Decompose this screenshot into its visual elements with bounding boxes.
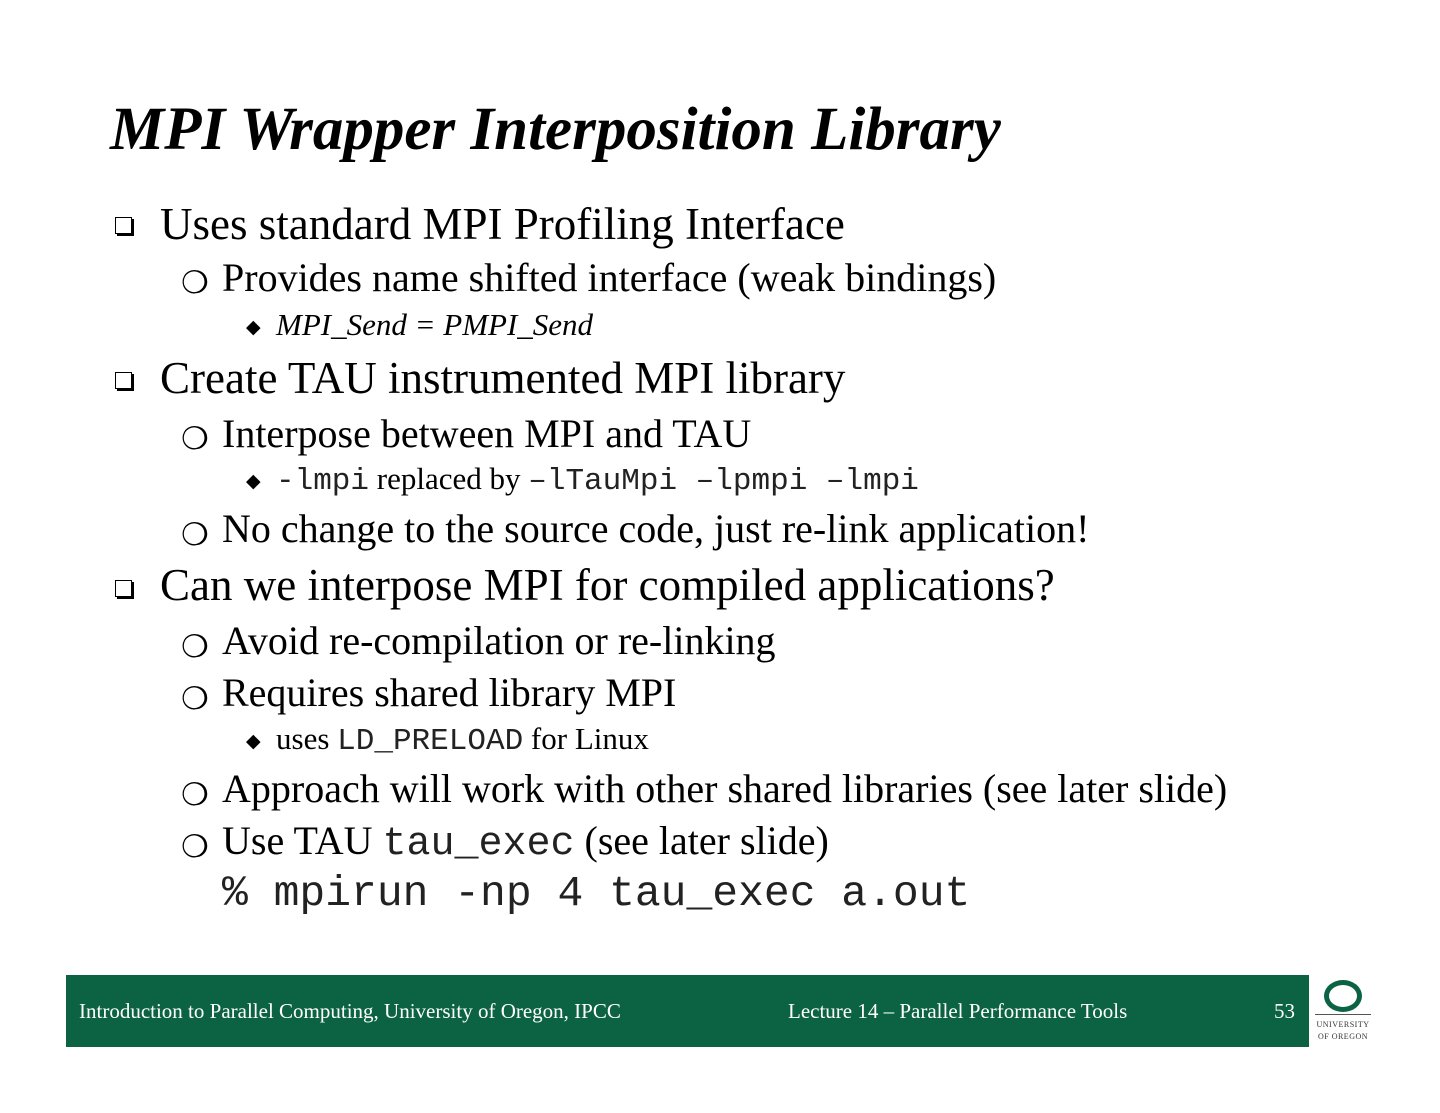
oregon-o-icon [1324, 980, 1362, 1012]
bullet-interpose-compiled: Can we interpose MPI for compiled applications? [160, 560, 1055, 610]
bullet-mpi-send-equals: MPI_Send = PMPI_Send [276, 307, 594, 342]
bullet-requires-shared-mpi: Requires shared library MPI [222, 670, 677, 715]
circle-bullet-icon: ❍ [181, 421, 209, 456]
slide-title: MPI Wrapper Interposition Library [110, 96, 1001, 163]
logo-line-of-oregon: OF OREGON [1317, 1032, 1369, 1041]
logo-divider [1315, 1014, 1371, 1015]
circle-bullet-icon: ❍ [181, 517, 209, 552]
see-later-slide-text: (see later slide) [574, 818, 829, 863]
uses-text: uses [276, 721, 338, 756]
logo-line-university: UNIVERSITY [1316, 1020, 1370, 1029]
bullet-other-shared-libraries: Approach will work with other shared libraries (see later slide) [222, 766, 1228, 811]
bullet-interpose-mpi-tau: Interpose between MPI and TAU [222, 411, 752, 456]
code-ld-preload: LD_PRELOAD [337, 724, 524, 759]
square-bullet-icon [115, 580, 132, 597]
bullet-avoid-recompilation: Avoid re-compilation or re-linking [222, 618, 776, 663]
circle-bullet-icon: ❍ [181, 777, 209, 812]
command-line-example: % mpirun -np 4 tau_exec a.out [222, 869, 971, 918]
circle-bullet-icon: ❍ [181, 681, 209, 716]
bullet-no-source-change: No change to the source code, just re-link application! [222, 506, 1090, 551]
bullet-ld-preload [276, 723, 649, 757]
university-of-oregon-logo [1315, 978, 1371, 1048]
code-tau-exec: tau_exec [382, 822, 575, 867]
bullet-use-tau-exec [222, 818, 829, 867]
footer-bar [66, 975, 1309, 1047]
square-bullet-icon [115, 372, 132, 389]
square-bullet-icon [115, 217, 132, 234]
replaced-by-text: replaced by [369, 461, 529, 496]
page-number: 53 [1274, 999, 1295, 1023]
diamond-bullet-icon: ◆ [246, 731, 261, 752]
bullet-lmpi-replaced [276, 463, 919, 497]
footer-course-title: Introduction to Parallel Computing, University of Oregon, IPCC [79, 999, 621, 1023]
diamond-bullet-icon: ◆ [246, 471, 261, 492]
circle-bullet-icon: ❍ [181, 829, 209, 864]
bullet-create-tau-library: Create TAU instrumented MPI library [160, 353, 846, 403]
logo-wordmark [1315, 1019, 1371, 1043]
bullet-name-shifted-interface: Provides name shifted interface (weak bindings) [222, 255, 997, 300]
footer-lecture-title: Lecture 14 – Parallel Performance Tools [788, 999, 1128, 1023]
for-linux-text: for Linux [523, 721, 649, 756]
code-tau-link-flags: –lTauMpi –lpmpi –lmpi [528, 464, 919, 499]
bullet-uses-profiling-interface: Uses standard MPI Profiling Interface [160, 199, 845, 249]
circle-bullet-icon: ❍ [181, 629, 209, 664]
circle-bullet-icon: ❍ [181, 265, 209, 300]
use-tau-text: Use TAU [222, 818, 383, 863]
diamond-bullet-icon: ◆ [246, 317, 261, 338]
code-lmpi: -lmpi [276, 464, 370, 499]
